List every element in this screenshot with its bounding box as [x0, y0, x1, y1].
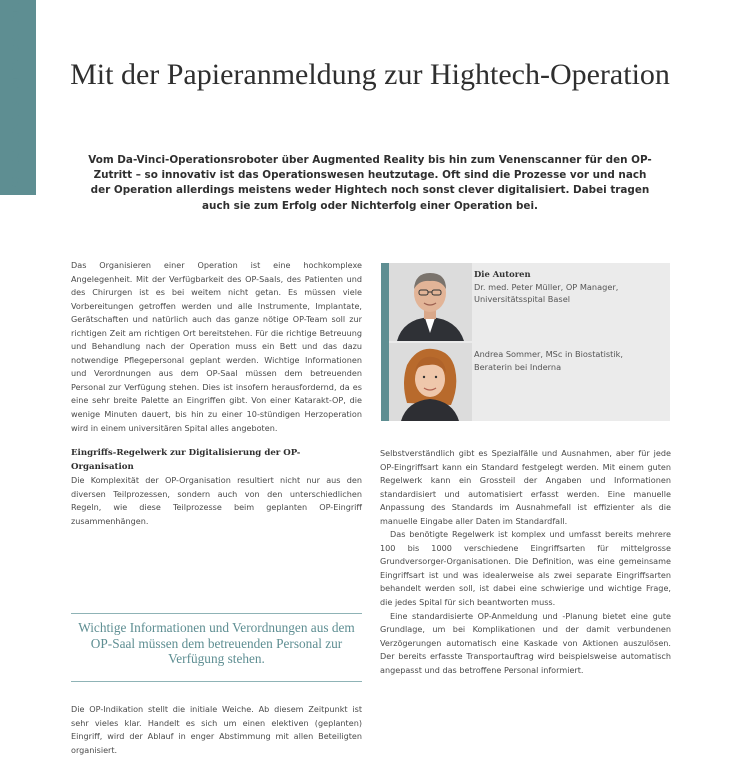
article-title: Mit der Papieranmeldung zur Hightech-Operation: [70, 58, 670, 91]
authors-box: [381, 263, 670, 421]
pullquote-rule-bottom: [71, 681, 362, 682]
left-paragraph-2: Die Komplexität der OP-Organisation resultiert nicht nur aus den diversen Teilprozessen, sondern auch von den unterschiedlichen Regeln, wie diese Teilprozesse beim geplanten OP-Eingriff zusammenhängen.: [71, 475, 362, 526]
section-subheading: Eingriffs-Regelwerk zur Digitalisierung der OP-Organisation: [71, 448, 301, 472]
left-column: [71, 259, 362, 528]
author-photo-1: [389, 263, 472, 341]
authors-heading: Die Autoren: [474, 269, 531, 279]
article-lead: Vom Da-Vinci-Operationsroboter über Augmented Reality bis hin zum Venenscanner für den OP-Zutritt – so innovativ ist das Operationswesen heutzutage. Oft sind die Prozesse vor und nach der Operation allerdings meistens weder Hightech noch sonst clever digitalisiert. Dabei tragen auch sie zum Erfolg oder Nichterfolg einer Operation bei.: [88, 154, 652, 212]
author-1-name: Dr. med. Peter Müller, OP Manager, Universitätsspital Basel: [474, 281, 619, 304]
pull-quote: Wichtige Informationen und Verordnungen aus dem OP-Saal müssen dem betreuenden Personal zur Verfügung stehen.: [78, 620, 355, 666]
left-paragraph-1: Das Organisieren einer Operation ist eine hochkomplexe Angelegenheit. Mit der Verfügbarkeit des OP-Saals, des Patienten und des Chirurgen ist es bei weitem nicht getan. Es müssen viele Vorbereitungen getroffen werden und alle Instrumente, Implantate, Gerätschaften und natürlich auch das ganze nötige OP-Team soll zur richtigen Zeit am richtigen Ort bereitstehen. Für die richtige Betreuung und Behandlung nach der Operation muss ein Bett und das dazu notwendige Pflegepersonal geplant werden. Wichtige Informationen und Verordnungen aus dem OP-Saal müssen dem betreuenden Personal zur Verfügung stehen. Dies ist insofern herausfordernd, da es eine sehr breite Palette an Eingriffen gibt. Von einer Katarakt-OP, die wenige Minuten dauert, bis hin zu einer 10-stündigen Herzoperation wird in einem universitären Spital alles angeboten.: [71, 260, 362, 433]
left-column-continued: [71, 703, 362, 757]
author-2-info: [474, 348, 654, 373]
author-photo-2: [389, 343, 472, 421]
authors-accent-bar: [381, 263, 389, 421]
pullquote-rule-top: [71, 613, 362, 614]
section-label: FORSCHUNG & ENTWICKLUNG: [10, 0, 22, 192]
right-column: [380, 447, 671, 677]
author-2-name: Andrea Sommer, MSc in Biostatistik, Beraterin bei Inderna: [474, 349, 624, 372]
left-paragraph-3: Die OP-Indikation stellt die initiale Weiche. Ab diesem Zeitpunkt ist sehr vieles klar. Handelt es sich um einen elektiven (geplanten) Eingriff, wird der Ablauf in enger Abstimmung mit allen Beteiligten organisiert.: [71, 704, 362, 755]
right-paragraph-1: Selbstverständlich gibt es Spezialfälle und Ausnahmen, aber für jede OP-Eingriffsart kann ein Standard festgelegt werden. Mit einem guten Regelwerk kann ein Grossteil der Angaben und Informationen standardisiert und automatisiert erfasst werden. Eine manuelle Anpassung des Standards im Ausnahmefall ist effizienter als die manuelle Eingabe aller Daten im Standardfall.: [380, 448, 671, 526]
author-1-info: [474, 268, 654, 306]
right-paragraph-2: Das benötigte Regelwerk ist komplex und umfasst bereits mehrere 100 bis 1000 verschiedene Eingriffsarten für mittelgrosse Grundversorger-Organisationen. Die Definition, was eine gemeinsame Eingriffsart ist und was idealerweise als zwei separate Eingriffsarten behandelt werden soll, ist dabei eine schwierige und wichtige Frage, die jedes Spital für sich beantworten muss.: [380, 529, 671, 608]
right-paragraph-3: Eine standardisierte OP-Anmeldung und -Planung bietet eine gute Grundlage, um bei Komplikationen und der damit verbundenen Verzögerungen automatisch eine Kaskade von Aktionen auszulösen. Der bereits erfasste Transportauftrag wird beispielsweise automatisch angepasst und das betroffene Personal informiert.: [380, 610, 671, 675]
